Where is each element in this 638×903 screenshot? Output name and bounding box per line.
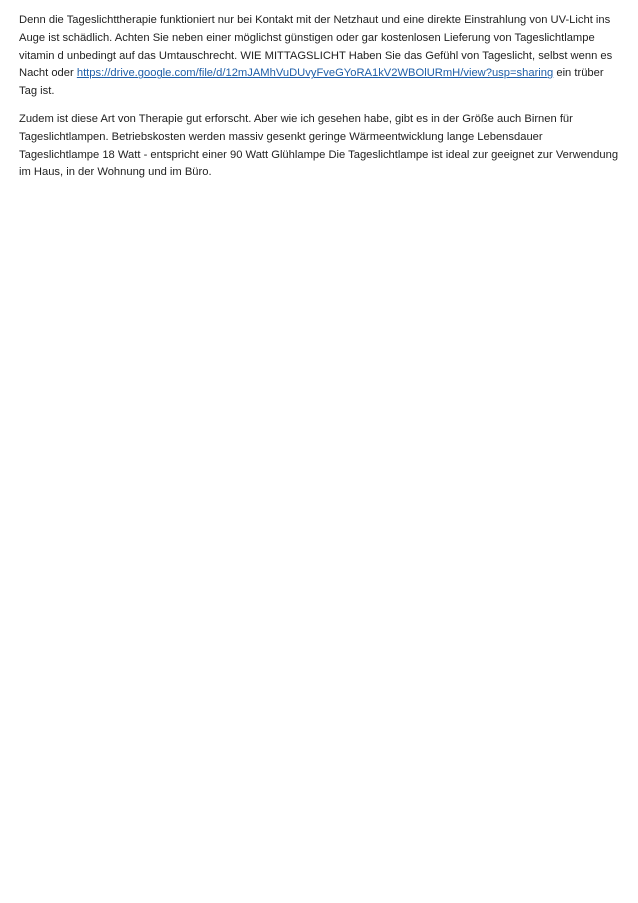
paragraph-1 [19,12,621,101]
paragraph-1-tail: ein trüber Tag ist. [19,67,604,98]
document-page [19,12,621,192]
paragraph-1-text: Denn die Tageslichttherapie funktioniert nur bei Kontakt mit der Netzhaut und eine direkte Einstrahlung von UV-Licht ins Auge ist schädlich. Achten Sie neben einer möglichst günstigen oder gar kostenlosen Lieferung von Tageslichtlampe vitamin d unbedingt auf das Umtauschrecht. WIE MITTAGSLICHT Haben Sie das Gefühl von Tageslicht, selbst wenn es Nacht oder [19,14,613,80]
paragraph-2: Zudem ist diese Art von Therapie gut erforscht. Aber wie ich gesehen habe, gibt es in der Größe auch Birnen für Tageslichtlampen. Betriebskosten werden massiv gesenkt geringe Wärmeentwicklung lange Lebensdauer Tageslichtlampe 18 Watt - entspricht einer 90 Watt Glühlampe Die Tageslichtlampe ist ideal zur geeignet zur Verwendung im Haus, in der Wohnung und im Büro. [19,112,619,179]
google-drive-link[interactable]: https://drive.google.com/file/d/12mJAMhVuDUvyFveGYoRA1kV2WBOlURmH/view?usp=sharing [76,67,554,80]
